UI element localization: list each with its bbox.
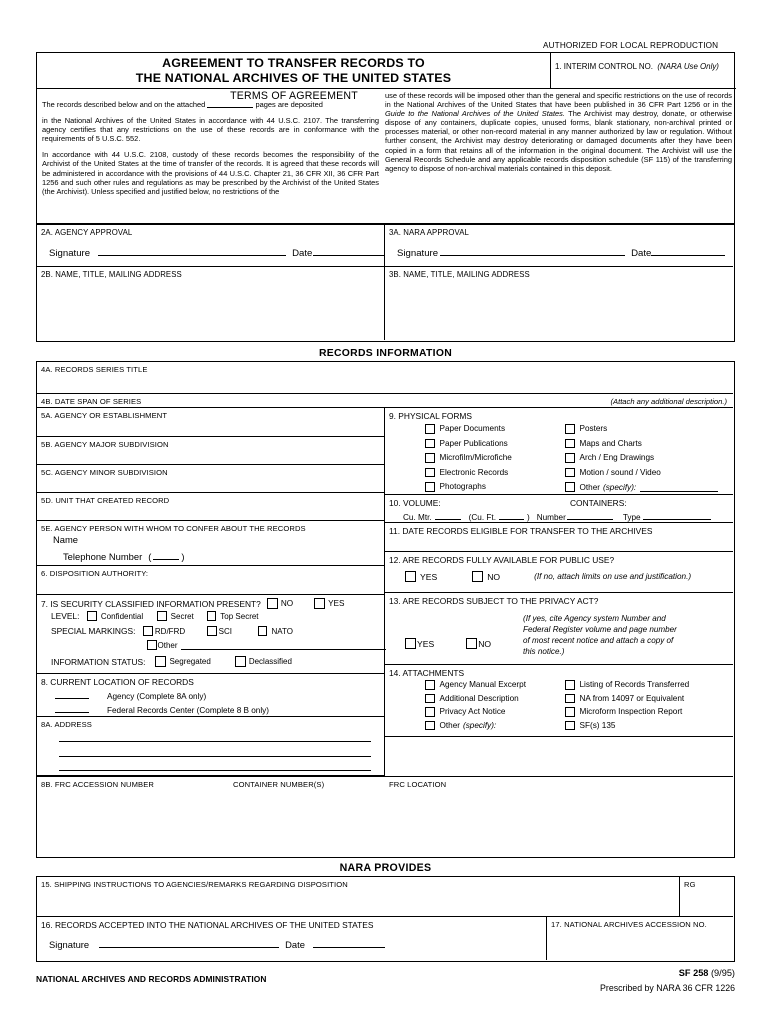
pf-paper-publications-row	[425, 439, 512, 449]
field-16-label: 16. RECORDS ACCEPTED INTO THE NATIONAL ARCHIVES OF THE UNITED STATES	[41, 920, 374, 930]
interim-control-note: (NARA Use Only)	[657, 62, 719, 71]
field-13-note-line-2: Federal Register volume and page number	[523, 625, 677, 634]
field-12-no-label: NO	[487, 571, 501, 582]
field-15-shipping-instructions[interactable]	[37, 877, 680, 917]
pf-posters-checkbox[interactable]	[565, 424, 575, 434]
field-8b-label: 8B. FRC ACCESSION NUMBER	[41, 780, 154, 789]
location-agency-label: Agency (Complete 8A only)	[107, 692, 207, 701]
marking-nato-checkbox[interactable]	[258, 626, 268, 636]
pf-microfilm-row	[425, 453, 512, 463]
records-information-box	[36, 361, 735, 858]
att-sf-135-row	[565, 721, 689, 731]
field-13-no-checkbox[interactable]	[466, 638, 477, 649]
pf-maps-charts-label: Maps and Charts	[579, 438, 642, 448]
marking-sci-checkbox[interactable]	[207, 626, 217, 636]
pf-arch-eng-drawings-checkbox[interactable]	[565, 453, 575, 463]
field-11-eligible-date[interactable]	[385, 523, 733, 552]
att-na-14097-checkbox[interactable]	[565, 694, 575, 704]
field-5c-label: 5C. AGENCY MINOR SUBDIVISION	[41, 468, 168, 477]
cu-ft-label: (Cu. Ft.	[468, 513, 496, 522]
pf-maps-charts-row	[565, 439, 718, 449]
field-7-label: 7. IS SECURITY CLASSIFIED INFORMATION PRESENT?	[41, 598, 261, 609]
field-7-level-label: LEVEL:	[51, 611, 80, 621]
agency-approval-cell	[37, 225, 385, 267]
field-17-label: 17. NATIONAL ARCHIVES ACCESSION NO.	[551, 920, 707, 929]
attached-pages-blank[interactable]	[207, 99, 253, 108]
field-8b-frc-accession[interactable]	[37, 776, 733, 856]
containers-type-label: Type	[622, 513, 641, 522]
pf-electronic-records-checkbox[interactable]	[425, 468, 435, 478]
field-7-markings-row	[51, 626, 293, 636]
att-microform-inspection-row	[565, 707, 689, 717]
pf-other-checkbox[interactable]	[565, 482, 575, 492]
field-7-yes-checkbox[interactable]	[314, 598, 325, 609]
field-13-label: 13. ARE RECORDS SUBJECT TO THE PRIVACY ACT?	[389, 596, 599, 606]
pf-posters-row	[565, 424, 718, 434]
field-7-other-row	[147, 640, 386, 650]
field-10-values-row	[403, 510, 711, 522]
phone-paren-close: )	[181, 551, 185, 562]
field-13-note-line-1: (If yes, cite Agency system Number and	[523, 614, 666, 623]
agency-signature-row	[49, 246, 385, 259]
nara-approval-label: 3A. NARA APPROVAL	[389, 228, 469, 237]
field-5b-major-subdivision[interactable]	[37, 437, 385, 465]
att-other-specify-label: (specify):	[462, 720, 497, 730]
nara-provides-box	[36, 876, 735, 962]
footer-form-revision: (9/95)	[710, 968, 735, 978]
field-10-volume-label: 10. VOLUME:	[389, 498, 441, 508]
marking-sci-label: SCI	[218, 626, 232, 636]
pf-other-input[interactable]	[640, 482, 718, 492]
att-agency-manual-row	[425, 680, 526, 690]
field-8b-container-label: CONTAINER NUMBER(S)	[233, 780, 325, 789]
nara-provides-banner: NARA PROVIDES	[339, 862, 432, 874]
cu-ft-paren-close: )	[526, 513, 530, 522]
field-7-yes-label: YES	[328, 599, 345, 608]
pf-microfilm-label: Microfilm/Microfiche	[439, 453, 512, 463]
field-16-signature-row	[49, 938, 385, 950]
field-10-containers-label: CONTAINERS:	[570, 498, 627, 508]
level-confidential-label: Confidential	[100, 611, 144, 621]
att-sf-135-checkbox[interactable]	[565, 721, 575, 731]
field-12-options-row	[405, 571, 691, 582]
pf-motion-sound-video-checkbox[interactable]	[565, 468, 575, 478]
records-information-banner: RECORDS INFORMATION	[318, 348, 453, 359]
pf-paper-documents-label: Paper Documents	[439, 424, 506, 434]
nara-date-label: Date	[631, 248, 652, 259]
agreement-header-box	[36, 52, 735, 224]
address-line-3[interactable]	[59, 769, 371, 771]
nara-signature-label: Signature	[397, 248, 439, 259]
field-4b-note: (Attach any additional description.)	[610, 397, 727, 406]
status-segregated-checkbox[interactable]	[155, 656, 166, 667]
att-microform-inspection-label: Microform Inspection Report	[579, 707, 683, 717]
pf-photographs-checkbox[interactable]	[425, 482, 435, 492]
field-10-volume-containers	[385, 495, 733, 523]
att-agency-manual-checkbox[interactable]	[425, 680, 435, 690]
att-additional-description-label: Additional Description	[439, 693, 519, 703]
pf-paper-documents-checkbox[interactable]	[425, 424, 435, 434]
phone-area-code-input[interactable]	[153, 550, 179, 560]
cu-ft-input[interactable]	[499, 510, 524, 520]
field-5a-agency[interactable]	[37, 408, 385, 437]
pf-other-label: Other	[579, 482, 600, 492]
pf-paper-publications-label: Paper Publications	[439, 438, 508, 448]
attachments-column-1	[425, 680, 526, 730]
field-8a-label: 8A. ADDRESS	[41, 720, 92, 729]
field-8b-frc-location-label: FRC LOCATION	[389, 780, 447, 789]
physical-forms-column-1	[425, 424, 512, 492]
att-listing-records-label: Listing of Records Transferred	[579, 680, 690, 690]
field-7-markings-label: SPECIAL MARKINGS:	[51, 626, 136, 636]
rg-label: RG	[684, 880, 696, 889]
field-5c-minor-subdivision[interactable]	[37, 465, 385, 493]
att-other-row	[425, 721, 526, 731]
field-12-public-use	[385, 552, 733, 593]
agency-date-label: Date	[292, 248, 313, 259]
field-11-label: 11. DATE RECORDS ELIGIBLE FOR TRANSFER TO THE ARCHIVES	[389, 526, 653, 536]
terms-left-paragraph-2: in the National Archives of the United States in accordance with 44 U.S.C. 2107. The transferring agency certifies that any restrictions on the use of these records are in conformance with the requirements of 5 U.S.C. 552.	[42, 116, 379, 144]
terms-right-paragraph	[385, 91, 732, 173]
att-additional-description-row	[425, 694, 526, 704]
interim-control-label: 1. INTERIM CONTROL NO.	[555, 62, 653, 71]
phone-paren-open: (	[148, 551, 152, 562]
field-8a-address[interactable]	[37, 717, 385, 776]
containers-number-input[interactable]	[567, 510, 613, 520]
field-13-note-line-4: this notice.)	[523, 647, 565, 656]
att-na-14097-label: NA from 14097 or Equivalent	[579, 693, 685, 703]
containers-number-label: Number	[536, 513, 566, 522]
marking-rdfrd-label: RD/FRD	[154, 626, 186, 636]
level-secret-checkbox[interactable]	[157, 611, 167, 621]
terms-right-segment-2: The Archivist may destroy, donate, or otherwise dispose of any containers, duplicate copies, unused forms, blank stationary, non-archival printed or processes material, or other non-record material in any manner authorized by law or regulation. Without further consent, the Archivist may destroy deteriorating or damaged documents after they have been copied in a form that retains all of the information in the original document. The Archivist will use the General Records Schedule and any applicable records disposition schedule (SF 115) of the transferring agency to dispose of non-archival materials contained in this deposit.	[385, 109, 732, 173]
att-privacy-act-notice-checkbox[interactable]	[425, 707, 435, 717]
footer-form-number-value: SF 258	[678, 968, 709, 978]
att-additional-description-checkbox[interactable]	[425, 694, 435, 704]
agency-signature-label: Signature	[49, 248, 91, 259]
field-16-signature-input[interactable]	[99, 938, 279, 948]
level-confidential-checkbox[interactable]	[87, 611, 97, 621]
pf-posters-label: Posters	[579, 424, 608, 434]
agency-approval-label: 2A. AGENCY APPROVAL	[41, 228, 133, 237]
att-agency-manual-label: Agency Manual Excerpt	[439, 680, 526, 690]
level-top-secret-checkbox[interactable]	[207, 611, 217, 621]
att-sf-135-label: SF(s) 135	[579, 720, 616, 730]
agency-signature-input[interactable]	[98, 246, 286, 256]
agency-date-input[interactable]	[313, 246, 385, 256]
terms-left-paragraph-3: In accordance with 44 U.S.C. 2108, custody of these records becomes the responsibility of the Archivist of the United States at the time of transfer of the records. It is agreed that these records will be administered in accordance with the provisions of 44 U.S.C. Chapter 21, 36 CFR XII, 36 CFR Part 1256 and such other rules and regulations as may be prescribed by the Archivist of the United States (the Archivist). Unless specified and justified below, no restrictions of the	[42, 150, 379, 196]
field-13-no-label: NO	[478, 638, 492, 649]
att-na-14097-row	[565, 694, 689, 704]
location-frc-blank[interactable]	[55, 703, 89, 713]
field-14-attachments	[385, 665, 733, 737]
field-5e-label: 5E. AGENCY PERSON WITH WHOM TO CONFER ABOUT THE RECORDS	[41, 524, 306, 533]
field-13-yes-checkbox[interactable]	[405, 638, 416, 649]
nara-name-address-label: 3B. NAME, TITLE, MAILING ADDRESS	[389, 270, 530, 279]
terms-right-segment-1: use of these records will be imposed other than the general and specific restrictions on the use of records in the National Archives of the United States that have been published in 36 CFR Part 1256 or in the	[385, 91, 732, 110]
marking-other-label: Other	[157, 640, 178, 650]
terms-left-paragraph-1	[42, 99, 379, 109]
footer-prescribed-by: Prescribed by NARA 36 CFR 1226	[600, 983, 735, 993]
terms-left-p1-a: The records described below and on the attached	[42, 100, 206, 109]
field-4b-date-span[interactable]	[37, 394, 733, 408]
field-7-security-classification	[37, 595, 385, 674]
terms-left-p1-b: pages are deposited	[255, 100, 323, 109]
field-9-label: 9. PHYSICAL FORMS	[389, 411, 472, 421]
field-13-note-line-3: of most recent notice and attach a copy of	[523, 636, 674, 645]
pf-paper-publications-checkbox[interactable]	[425, 439, 435, 449]
physical-forms-column-2	[565, 424, 718, 492]
field-13-yes-label: YES	[417, 638, 435, 649]
field-15-label: 15. SHIPPING INSTRUCTIONS TO AGENCIES/REMARKS REGARDING DISPOSITION	[41, 880, 348, 889]
field-7-status-label: INFORMATION STATUS:	[51, 656, 146, 667]
field-12-label: 12. ARE RECORDS FULLY AVAILABLE FOR PUBLIC USE?	[389, 555, 615, 565]
field-8-agency-row	[55, 689, 206, 701]
field-16-date-label: Date	[285, 939, 305, 950]
address-line-1[interactable]	[59, 740, 371, 742]
field-5d-label: 5D. UNIT THAT CREATED RECORD	[41, 496, 170, 505]
field-5a-label: 5A. AGENCY OR ESTABLISHMENT	[41, 411, 168, 420]
address-line-2[interactable]	[59, 755, 371, 757]
agency-name-address-label: 2B. NAME, TITLE, MAILING ADDRESS	[41, 270, 182, 279]
pf-arch-eng-drawings-row	[565, 453, 718, 463]
approvals-box	[36, 224, 735, 342]
form-title-cell	[37, 53, 551, 89]
field-12-note: (If no, attach limits on use and justification.)	[534, 572, 692, 581]
field-7-header-row	[41, 598, 344, 609]
field-6-label: 6. DISPOSITION AUTHORITY:	[41, 569, 149, 578]
pf-motion-sound-video-label: Motion / sound / Video	[579, 467, 661, 477]
terms-of-agreement-heading: TERMS OF AGREEMENT	[230, 90, 358, 102]
field-8-frc-row	[55, 703, 269, 715]
footer-agency-name: NATIONAL ARCHIVES AND RECORDS ADMINISTRATION	[36, 974, 267, 984]
field-8-label: 8. CURRENT LOCATION OF RECORDS	[41, 677, 194, 687]
field-5d-unit-created[interactable]	[37, 493, 385, 521]
level-secret-label: Secret	[170, 611, 194, 621]
nara-signature-input[interactable]	[440, 246, 625, 256]
field-12-yes-label: YES	[420, 571, 438, 582]
marking-nato-label: NATO	[271, 626, 293, 636]
pf-paper-documents-row	[425, 424, 512, 434]
field-7-no-label: NO	[280, 599, 294, 608]
pf-other-specify-label: (specify):	[602, 482, 637, 492]
status-declassified-label: Declassified	[248, 657, 292, 666]
marking-other-input[interactable]	[181, 640, 386, 650]
field-5e-contact-person[interactable]	[37, 521, 385, 566]
field-13-options-row	[405, 638, 491, 649]
field-14-label: 14. ATTACHMENTS	[389, 668, 465, 678]
pf-other-row	[565, 482, 718, 492]
field-4a-label: 4A. RECORDS SERIES TITLE	[41, 365, 148, 374]
nara-approval-cell	[385, 225, 733, 267]
att-microform-inspection-checkbox[interactable]	[565, 707, 575, 717]
field-17-accession-no[interactable]	[547, 917, 733, 960]
nara-name-address-cell[interactable]	[385, 267, 733, 340]
field-16-records-accepted	[37, 917, 547, 960]
form-title-line1: AGREEMENT TO TRANSFER RECORDS TO	[162, 55, 425, 70]
field-13-privacy-act	[385, 593, 733, 665]
terms-right-column	[385, 91, 732, 173]
pf-electronic-records-row	[425, 468, 512, 478]
terms-right-guide-title: Guide to the National Archives of the United States.	[385, 109, 565, 119]
agency-name-address-cell[interactable]	[37, 267, 385, 340]
field-12-yes-checkbox[interactable]	[405, 571, 416, 582]
field-5e-phone-label: Telephone Number	[63, 551, 143, 562]
field-7-status-row	[51, 656, 292, 667]
interim-control-field[interactable]	[551, 53, 736, 89]
field-rg[interactable]	[680, 877, 733, 917]
field-5e-name-label: Name	[53, 534, 79, 545]
page-title	[136, 56, 451, 85]
field-9-physical-forms	[385, 408, 733, 495]
field-12-no-checkbox[interactable]	[472, 571, 483, 582]
att-privacy-act-notice-label: Privacy Act Notice	[439, 707, 506, 717]
marking-rdfrd-checkbox[interactable]	[143, 626, 153, 636]
field-4a-records-series-title[interactable]	[37, 362, 733, 394]
pf-motion-sound-video-row	[565, 468, 718, 478]
field-5e-phone-row	[63, 550, 184, 562]
field-4b-label: 4B. DATE SPAN OF SERIES	[41, 397, 142, 406]
status-segregated-label: Segregated	[169, 657, 211, 666]
authorized-reproduction-notice: AUTHORIZED FOR LOCAL REPRODUCTION	[543, 41, 719, 50]
records-column-divider	[384, 408, 385, 737]
footer-form-number	[679, 968, 735, 978]
field-6-disposition-authority[interactable]	[37, 566, 385, 595]
attachments-column-2	[565, 680, 689, 730]
att-listing-records-checkbox[interactable]	[565, 680, 575, 690]
field-16-signature-label: Signature	[49, 939, 90, 950]
cu-mtr-label: Cu. Mtr.	[403, 513, 432, 522]
att-listing-records-row	[565, 680, 689, 690]
field-7-no-checkbox[interactable]	[267, 598, 278, 609]
pf-photographs-label: Photographs	[439, 482, 486, 492]
location-frc-label: Federal Records Center (Complete 8 B only)	[107, 706, 269, 715]
field-16-date-input[interactable]	[313, 938, 385, 948]
att-privacy-act-notice-row	[425, 707, 526, 717]
level-top-secret-label: Top Secret	[220, 611, 259, 621]
pf-photographs-row	[425, 482, 512, 492]
nara-date-input[interactable]	[651, 246, 725, 256]
status-declassified-checkbox[interactable]	[235, 656, 246, 667]
form-title-line2: THE NATIONAL ARCHIVES OF THE UNITED STATES	[135, 70, 452, 85]
pf-microfilm-checkbox[interactable]	[425, 453, 435, 463]
field-8-current-location	[37, 674, 385, 717]
marking-other-checkbox[interactable]	[147, 640, 157, 650]
field-7-level-row	[51, 611, 259, 621]
pf-arch-eng-drawings-label: Arch / Eng Drawings	[579, 453, 655, 463]
field-13-note	[523, 613, 677, 657]
containers-type-input[interactable]	[643, 510, 711, 520]
cu-mtr-input[interactable]	[435, 510, 461, 520]
att-other-checkbox[interactable]	[425, 721, 435, 731]
att-other-label: Other	[439, 720, 460, 730]
terms-left-column	[42, 99, 379, 196]
pf-maps-charts-checkbox[interactable]	[565, 439, 575, 449]
pf-electronic-records-label: Electronic Records	[439, 467, 509, 477]
field-5b-label: 5B. AGENCY MAJOR SUBDIVISION	[41, 440, 169, 449]
location-agency-blank[interactable]	[55, 689, 89, 699]
nara-signature-row	[397, 246, 725, 259]
